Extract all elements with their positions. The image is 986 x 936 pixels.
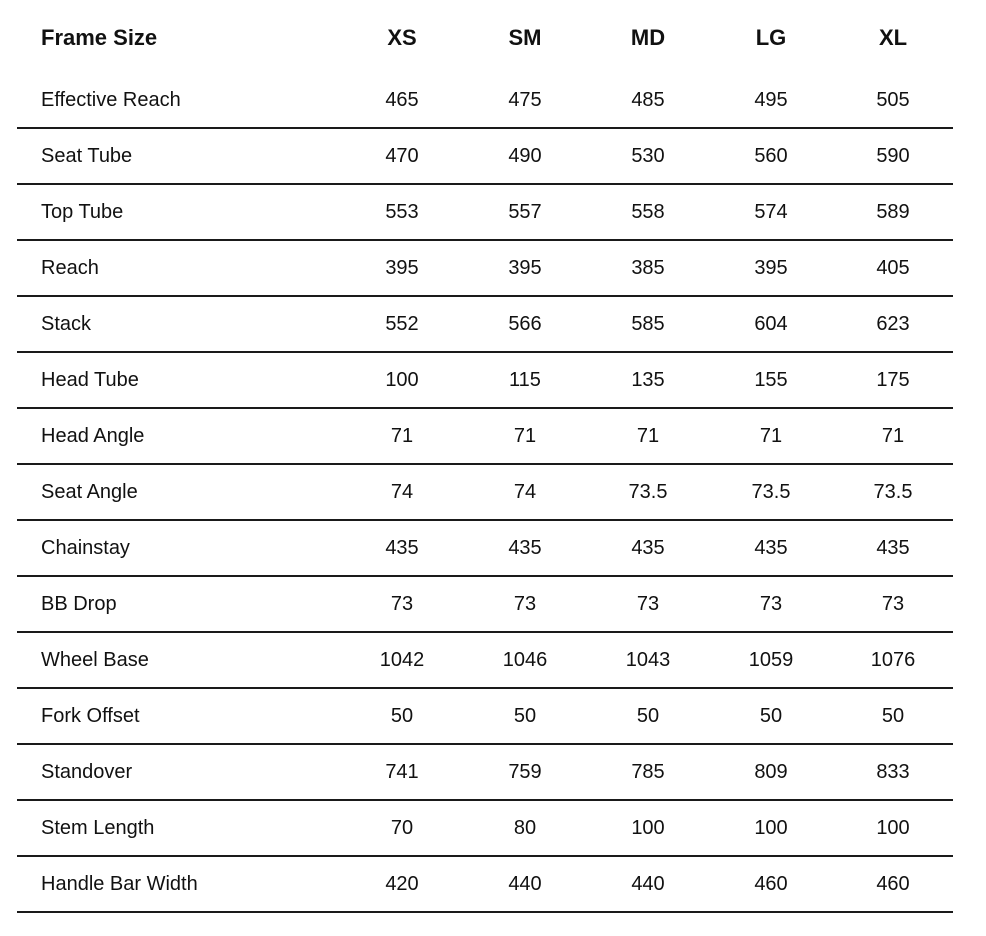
row-value: 80 bbox=[513, 816, 537, 839]
row-value: 71 bbox=[390, 424, 414, 447]
row-value: 1042 bbox=[379, 648, 425, 671]
row-value: 435 bbox=[508, 536, 542, 559]
row-value: 589 bbox=[876, 200, 910, 223]
row-value: 460 bbox=[876, 872, 910, 895]
row-value: 50 bbox=[513, 704, 537, 727]
row-value: 465 bbox=[385, 88, 419, 111]
row-value: 395 bbox=[385, 256, 419, 279]
row-label: Effective Reach bbox=[41, 88, 181, 111]
row-label: Reach bbox=[41, 256, 99, 279]
row-value: 50 bbox=[881, 704, 905, 727]
row-value: 435 bbox=[631, 536, 665, 559]
row-value: 74 bbox=[513, 480, 537, 503]
row-value: 100 bbox=[876, 816, 910, 839]
header-label-frame-size: Frame Size bbox=[41, 25, 158, 50]
row-value: 155 bbox=[754, 368, 788, 391]
row-value: 475 bbox=[508, 88, 542, 111]
row-value: 70 bbox=[390, 816, 414, 839]
row-label: Fork Offset bbox=[41, 704, 140, 727]
row-value: 505 bbox=[876, 88, 910, 111]
row-value: 1059 bbox=[748, 648, 794, 671]
table-row bbox=[17, 577, 953, 633]
row-value: 1076 bbox=[870, 648, 916, 671]
table-row bbox=[17, 633, 953, 689]
row-value: 1046 bbox=[502, 648, 548, 671]
header-size-xl: XL bbox=[878, 25, 908, 50]
table-row bbox=[17, 857, 953, 913]
table-row bbox=[17, 409, 953, 465]
row-label: Chainstay bbox=[41, 536, 130, 559]
row-label: Seat Tube bbox=[41, 144, 133, 167]
row-value: 558 bbox=[631, 200, 665, 223]
row-value: 485 bbox=[631, 88, 665, 111]
row-value: 560 bbox=[754, 144, 788, 167]
row-value: 73.5 bbox=[873, 480, 913, 503]
row-value: 405 bbox=[876, 256, 910, 279]
table-row bbox=[17, 521, 953, 577]
row-value: 73 bbox=[636, 592, 660, 615]
table-row bbox=[17, 185, 953, 241]
row-value: 1043 bbox=[625, 648, 671, 671]
row-value: 50 bbox=[636, 704, 660, 727]
row-value: 73 bbox=[513, 592, 537, 615]
table-body bbox=[17, 73, 953, 913]
row-value: 100 bbox=[754, 816, 788, 839]
table-row bbox=[17, 745, 953, 801]
row-value: 135 bbox=[631, 368, 665, 391]
row-value: 71 bbox=[881, 424, 905, 447]
row-label: BB Drop bbox=[41, 592, 117, 615]
row-value: 100 bbox=[385, 368, 419, 391]
row-value: 73 bbox=[881, 592, 905, 615]
row-value: 440 bbox=[508, 872, 542, 895]
row-value: 495 bbox=[754, 88, 788, 111]
row-label: Stem Length bbox=[41, 816, 155, 839]
row-value: 420 bbox=[385, 872, 419, 895]
row-value: 809 bbox=[754, 760, 788, 783]
row-value: 759 bbox=[508, 760, 542, 783]
row-value: 440 bbox=[631, 872, 665, 895]
row-label: Handle Bar Width bbox=[41, 872, 198, 895]
row-value: 574 bbox=[754, 200, 788, 223]
row-value: 435 bbox=[876, 536, 910, 559]
row-value: 553 bbox=[385, 200, 419, 223]
row-value: 73 bbox=[390, 592, 414, 615]
row-value: 71 bbox=[759, 424, 783, 447]
row-value: 73.5 bbox=[751, 480, 791, 503]
row-value: 590 bbox=[876, 144, 910, 167]
header-size-lg: LG bbox=[755, 25, 787, 50]
row-value: 585 bbox=[631, 312, 665, 335]
row-value: 50 bbox=[759, 704, 783, 727]
table-row bbox=[17, 73, 953, 129]
table-row bbox=[17, 241, 953, 297]
table-row bbox=[17, 801, 953, 857]
header-size-sm: SM bbox=[508, 25, 542, 50]
row-value: 460 bbox=[754, 872, 788, 895]
row-value: 623 bbox=[876, 312, 910, 335]
row-value: 552 bbox=[385, 312, 419, 335]
row-value: 395 bbox=[754, 256, 788, 279]
row-label: Head Tube bbox=[41, 368, 139, 391]
row-value: 100 bbox=[631, 816, 665, 839]
row-value: 833 bbox=[876, 760, 910, 783]
row-value: 395 bbox=[508, 256, 542, 279]
header-size-md: MD bbox=[630, 25, 666, 50]
row-value: 74 bbox=[390, 480, 414, 503]
row-value: 73 bbox=[759, 592, 783, 615]
row-label: Wheel Base bbox=[41, 648, 149, 671]
row-label: Stack bbox=[41, 312, 92, 335]
row-value: 73.5 bbox=[628, 480, 668, 503]
row-value: 557 bbox=[508, 200, 542, 223]
row-label: Top Tube bbox=[41, 200, 124, 223]
row-value: 470 bbox=[385, 144, 419, 167]
table-row bbox=[17, 297, 953, 353]
table-row bbox=[17, 353, 953, 409]
header-size-xs: XS bbox=[387, 25, 417, 50]
row-value: 604 bbox=[754, 312, 788, 335]
table-row bbox=[17, 465, 953, 521]
geometry-table bbox=[17, 0, 953, 913]
row-value: 385 bbox=[631, 256, 665, 279]
row-value: 530 bbox=[631, 144, 665, 167]
table-header-row bbox=[17, 0, 953, 73]
row-value: 785 bbox=[631, 760, 665, 783]
row-value: 490 bbox=[508, 144, 542, 167]
row-value: 175 bbox=[876, 368, 910, 391]
table-row bbox=[17, 129, 953, 185]
row-label: Seat Angle bbox=[41, 480, 138, 503]
table-row bbox=[17, 689, 953, 745]
row-value: 115 bbox=[509, 368, 541, 391]
row-value: 741 bbox=[385, 760, 419, 783]
row-value: 435 bbox=[754, 536, 788, 559]
row-label: Standover bbox=[41, 760, 133, 783]
row-value: 566 bbox=[508, 312, 542, 335]
row-value: 435 bbox=[385, 536, 419, 559]
row-value: 71 bbox=[513, 424, 537, 447]
row-value: 50 bbox=[390, 704, 414, 727]
row-label: Head Angle bbox=[41, 424, 145, 447]
row-value: 71 bbox=[636, 424, 660, 447]
